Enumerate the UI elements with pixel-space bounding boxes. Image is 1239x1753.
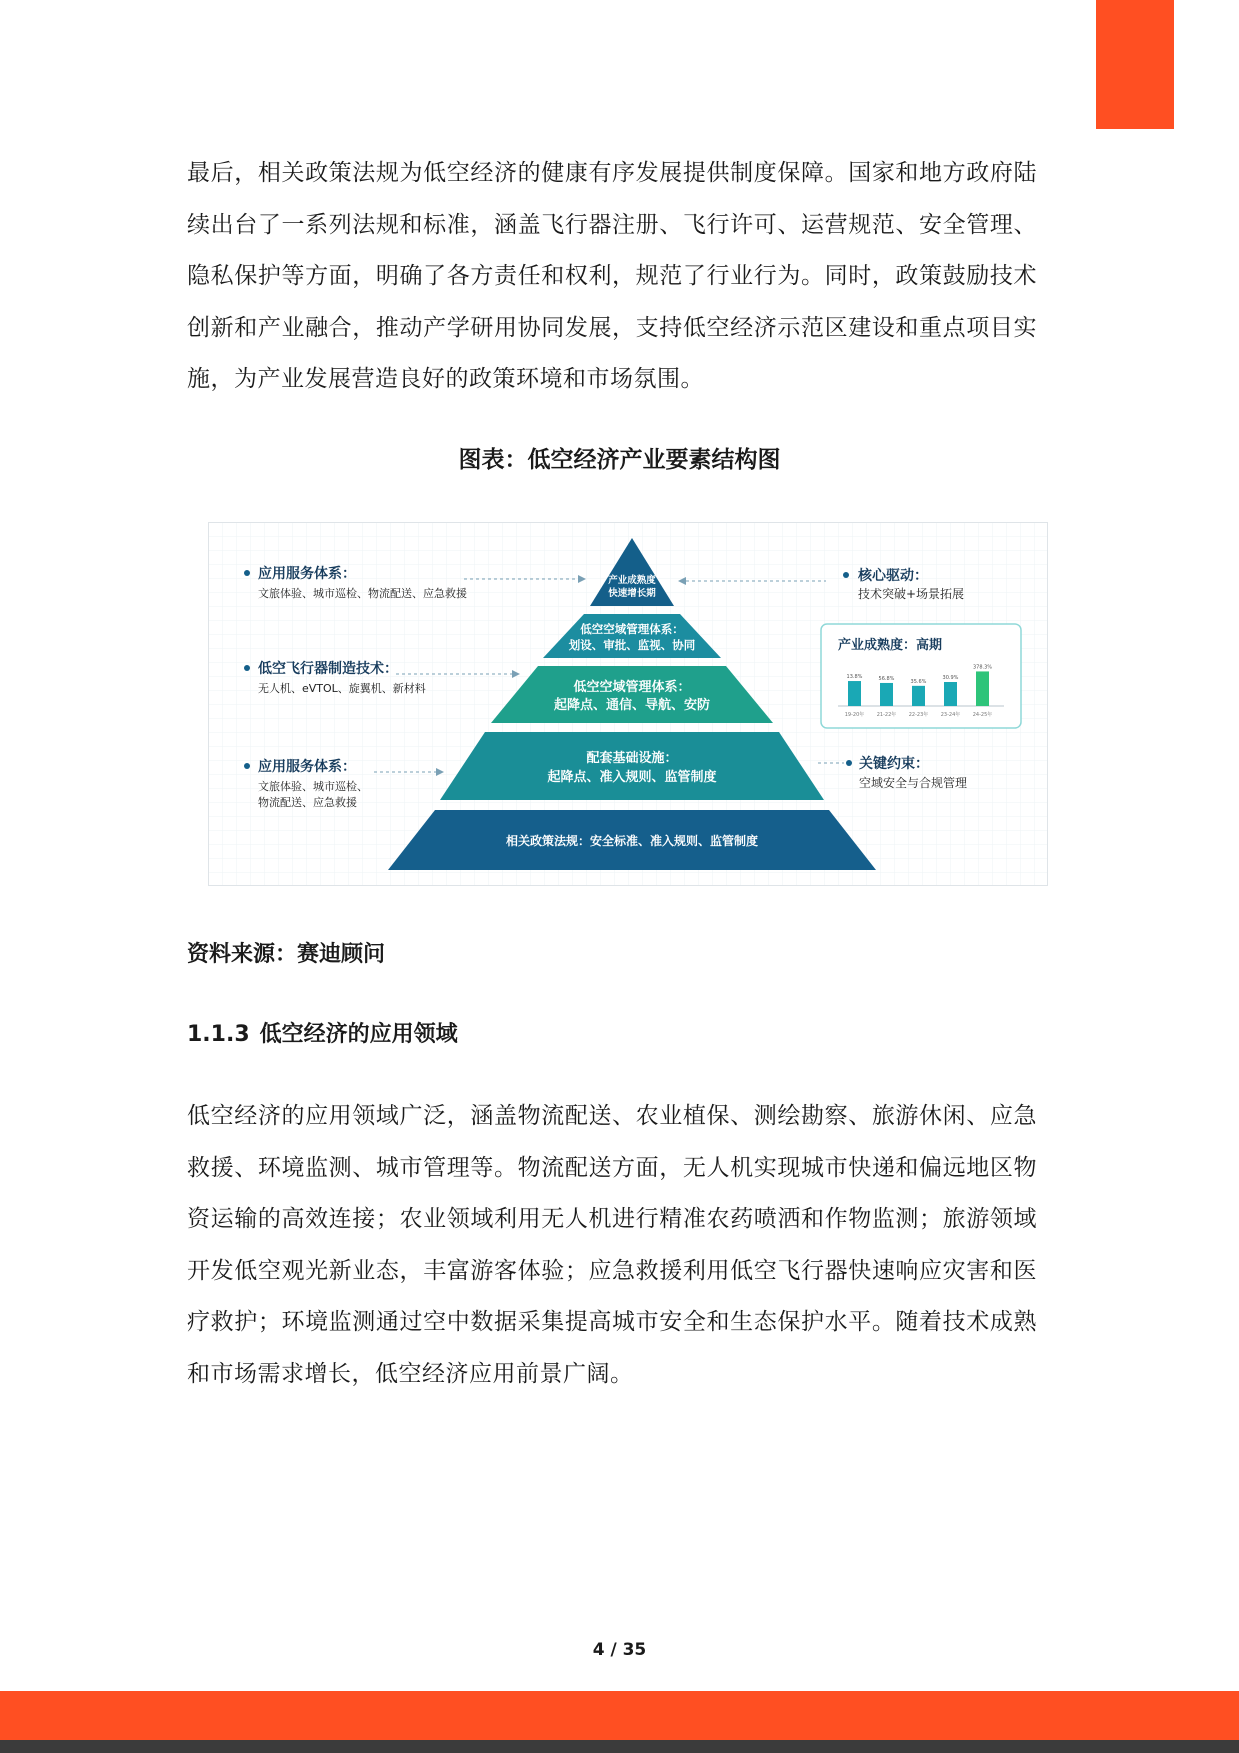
svg-text:文旅体验、城市巡检、: 文旅体验、城市巡检、 [258, 780, 368, 793]
source-note: 资料来源：赛迪顾问 [187, 942, 386, 967]
maturity-bar-label: 35.6% [910, 678, 927, 685]
tier2-line1: 低空空域管理体系： [580, 622, 684, 636]
body-paragraph-policy: 最后，相关政策法规为低空经济的健康有序发展提供制度保障。国家和地方政府陆续出台了一系列法规和标准，涵盖飞行器注册、飞行许可、运营规范、安全管理、隐私保护等方面，明确了各方责任和权利，规范了行业行为。同时，政策鼓励技术创新和产业融合，推动产学研用协同发展，支持低空经济示范区建设和重点项目实施，为产业发展营造良好的政策环境和市场氛围。 [187, 160, 1037, 392]
maturity-bar [944, 682, 957, 706]
tier2-line2: 划设、审批、监视、协同 [568, 638, 696, 652]
svg-text:文旅体验、城市巡检、物流配送、应急救援: 文旅体验、城市巡检、物流配送、应急救援 [258, 587, 467, 600]
svg-text:物流配送、应急救援: 物流配送、应急救援 [258, 796, 357, 809]
maturity-bar-label: 56.8% [878, 675, 895, 682]
svg-text:无人机、eVTOL、旋翼机、新材料: 无人机、eVTOL、旋翼机、新材料 [258, 682, 426, 695]
svg-text:核心驱动：: 核心驱动： [858, 568, 928, 584]
maturity-x-label: 24-25年 [972, 712, 993, 718]
figure-title: 图表：低空经济产业要素结构图 [458, 447, 781, 473]
svg-text:应用服务体系：: 应用服务体系： [258, 759, 356, 775]
maturity-card-title: 产业成熟度：高期 [838, 638, 943, 653]
pyramid-tier-4 [440, 732, 824, 800]
corner-accent-tab [1096, 0, 1174, 129]
footer-accent-bar [0, 1691, 1239, 1740]
svg-text:空域安全与合规管理: 空域安全与合规管理 [859, 776, 968, 790]
body-paragraph-applications: 低空经济的应用领域广泛，涵盖物流配送、农业植保、测绘勘察、旅游休闲、应急救援、环境监测、城市管理等。物流配送方面，无人机实现城市快递和偏远地区物资运输的高效连接；农业领域利用无人机进行精准农药喷洒和作物监测；旅游领域开发低空观光新业态，丰富游客体验；应急救援利用低空飞行器快速响应灾害和医疗救护；环境监测通过空中数据采集提高城市安全和生态保护水平。随着技术成熟和市场需求增长，低空经济应用前景广阔。 [187, 1103, 1037, 1387]
industry-structure-figure [208, 522, 1048, 886]
bullet-dot [244, 665, 250, 671]
page-number: 4 / 35 [592, 1640, 647, 1660]
svg-text:低空飞行器制造技术：: 低空飞行器制造技术： [258, 661, 398, 677]
svg-text:应用服务体系：: 应用服务体系： [258, 566, 356, 582]
maturity-bar-label: 378.3% [972, 664, 993, 671]
svg-text:关键约束：: 关键约束： [859, 756, 929, 772]
tier4-line2: 起降点、准入规则、监管制度 [547, 770, 717, 785]
maturity-bar [976, 671, 989, 706]
maturity-bar-label: 13.8% [846, 674, 863, 681]
maturity-card [821, 624, 1021, 728]
bullet-dot [244, 763, 250, 769]
bullet-dot [843, 572, 849, 578]
maturity-bar-label: 30.9% [942, 675, 959, 681]
bullet-dot [846, 760, 852, 766]
section-heading [187, 1017, 458, 1048]
maturity-bar [880, 683, 893, 706]
maturity-x-label: 21-22年 [876, 712, 897, 718]
tier1-line2: 快速增长期 [608, 588, 656, 599]
tier3-line1: 低空空域管理体系： [573, 680, 691, 695]
tier5-label: 相关政策法规：安全标准、准入规则、监管制度 [505, 834, 759, 848]
maturity-bar [848, 681, 861, 706]
section-title: 低空经济的应用领域 [259, 1022, 458, 1047]
maturity-x-label: 22-23年 [908, 712, 929, 718]
maturity-x-label: 23-24年 [940, 712, 961, 718]
footer-dark-strip [0, 1740, 1239, 1753]
maturity-bar [912, 686, 925, 706]
tier3-line2: 起降点、通信、导航、安防 [553, 698, 711, 713]
tier4-line1: 配套基础设施： [586, 751, 678, 766]
svg-text:技术突破+场景拓展: 技术突破+场景拓展 [858, 587, 965, 601]
tier1-line1: 产业成熟度 [608, 575, 656, 586]
maturity-x-label: 19-20年 [844, 712, 865, 718]
section-number: 1.1.3 [187, 1022, 250, 1047]
bullet-dot [244, 570, 250, 576]
